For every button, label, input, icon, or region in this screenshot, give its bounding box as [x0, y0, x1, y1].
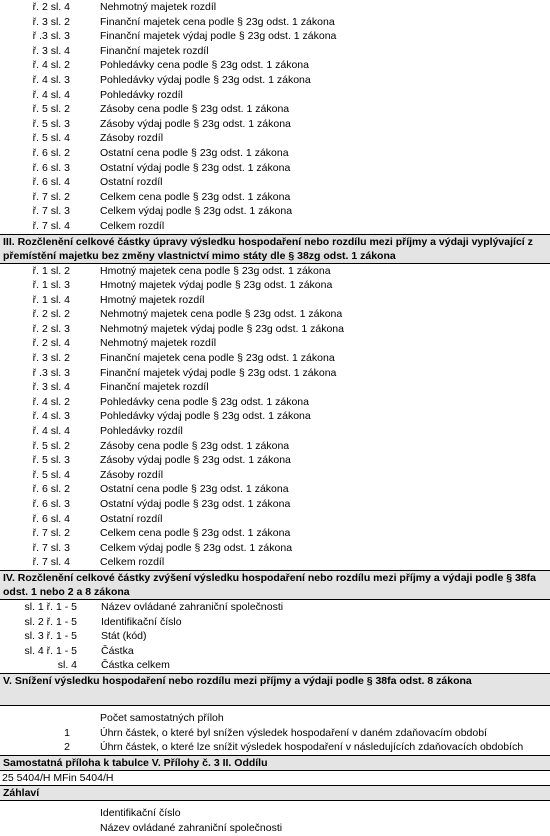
table-row [0, 29, 550, 44]
table-row [0, 15, 550, 30]
table-row [0, 131, 550, 146]
row-code: ř. 4 sl. 3 [32, 73, 70, 86]
attachment-header: Samostatná příloha k tabulce V. Přílohy č. 3 II. Oddílu [0, 755, 550, 771]
table-row [0, 541, 550, 556]
row-code: ř. 5 sl. 3 [32, 454, 70, 467]
table-row [0, 395, 550, 410]
table-row [0, 380, 550, 395]
table-row [0, 468, 550, 483]
row-code: ř .3 sl. 3 [32, 30, 70, 43]
row-code: ř. 5 sl. 2 [32, 103, 70, 116]
row-code: ř. 3 sl. 2 [32, 352, 70, 365]
table-row [0, 600, 550, 615]
row-description: Částka celkem [101, 659, 170, 672]
row-description: Pohledávky cena podle § 23g odst. 1 zákona [100, 59, 309, 72]
row-code: ř. 2 sl. 3 [32, 322, 70, 335]
row-description: Finanční majetek cena podle § 23g odst. 1 zákona [100, 352, 335, 365]
row-description: Ostatní cena podle § 23g odst. 1 zákona [100, 146, 289, 159]
row-code: ř. 6 sl. 4 [32, 512, 70, 525]
row-description: Pohledávky rozdíl [100, 88, 183, 101]
row-code: ř. 7 sl. 3 [32, 205, 70, 218]
row-code: ř. 4 sl. 2 [32, 59, 70, 72]
row-code: ř. 6 sl. 3 [32, 498, 70, 510]
form-code: 25 5404/H MFin 5404/H [2, 771, 114, 784]
table-row [0, 0, 550, 15]
table-row [0, 726, 550, 741]
row-description: Celkem rozdíl [100, 556, 165, 569]
table-row [0, 658, 550, 673]
row-code: ř. 3 sl. 2 [32, 15, 70, 28]
row-code: ř .3 sl. 3 [32, 366, 70, 379]
table-row [0, 453, 550, 468]
section-5-rows [0, 711, 550, 755]
table-row [0, 322, 550, 337]
table-row [0, 293, 550, 308]
table-row [0, 644, 550, 659]
section-2-rows [0, 0, 550, 234]
row-description: Zásoby výdaj podle § 23g odst. 1 zákona [100, 454, 291, 467]
row-description: Zásoby rozdíl [100, 468, 164, 481]
table-row [0, 161, 550, 176]
table-row [0, 409, 550, 424]
row-description: Stát (kód) [101, 630, 147, 643]
table-row [0, 497, 550, 512]
table-row [0, 190, 550, 205]
row-description: Pohledávky cena podle § 23g odst. 1 zákona [100, 395, 309, 408]
row-code: sl. 4 [57, 659, 77, 672]
row-description: Celkem výdaj podle § 23g odst. 1 zákona [100, 541, 293, 554]
table-row [0, 146, 550, 161]
row-code: ř. 2 sl. 4 [32, 1, 70, 13]
row-code: ř. 3 sl. 4 [32, 381, 70, 394]
row-description: Finanční majetek rozdíl [100, 381, 209, 394]
row-code: ř. 7 sl. 4 [32, 556, 70, 569]
row-description: Identifikační číslo [100, 807, 181, 820]
table-row [0, 629, 550, 644]
row-code: ř. 4 sl. 4 [32, 88, 70, 101]
row-description: Finanční majetek výdaj podle § 23g odst. 1 zákona [100, 30, 337, 43]
row-description: Ostatní výdaj podle § 23g odst. 1 zákona [100, 161, 291, 174]
row-description: Zásoby výdaj podle § 23g odst. 1 zákona [100, 117, 291, 130]
row-code: ř. 5 sl. 4 [32, 132, 70, 145]
table-row [0, 711, 550, 726]
row-description: Počet samostatných příloh [100, 711, 224, 724]
row-description: Identifikační číslo [101, 615, 182, 628]
table-row [0, 336, 550, 351]
row-description: Finanční majetek výdaj podle § 23g odst. 1 zákona [100, 366, 337, 379]
row-code: ř. 3 sl. 4 [32, 44, 70, 57]
row-description: Celkem cena podle § 23g odst. 1 zákona [100, 190, 291, 203]
row-description: Nehmotný majetek rozdíl [100, 337, 217, 350]
table-row [0, 278, 550, 293]
row-description: Zásoby cena podle § 23g odst. 1 zákona [100, 103, 290, 116]
row-code: ř. 4 sl. 3 [32, 410, 70, 423]
row-code: ř. 7 sl. 3 [32, 541, 70, 554]
table-row [0, 740, 550, 755]
row-description: Zásoby cena podle § 23g odst. 1 zákona [100, 439, 290, 452]
row-code: ř. 1 sl. 4 [32, 293, 70, 306]
row-code: ř. 4 sl. 4 [32, 425, 70, 438]
table-row [0, 806, 550, 821]
section-4-rows [0, 600, 550, 673]
table-row [0, 351, 550, 366]
row-description: Ostatní výdaj podle § 23g odst. 1 zákona [100, 498, 291, 510]
section-3-header: III. Rozčlenění celkové částky úpravy výsledku hospodaření nebo rozdílu mezi příjmy a výdaji vyplývající z přemístění majetku bez změny vlastnictví mimo státy dle § 38zg odst. 1 zákona [0, 234, 550, 264]
row-description: Nehmotný majetek rozdíl [100, 1, 217, 13]
row-description: Finanční majetek rozdíl [100, 44, 209, 57]
section-4-header: IV. Rozčlenění celkové částky zvýšení výsledku hospodaření nebo rozdílu mezi příjmy a výdaji podle § 38fa odst. 1 nebo 2 a 8 zákona [0, 570, 550, 600]
table-row [0, 366, 550, 381]
table-row [0, 73, 550, 88]
table-row [0, 264, 550, 279]
table-row [0, 424, 550, 439]
row-code: 2 [64, 741, 70, 754]
row-description: Hmotný majetek cena podle § 23g odst. 1 zákona [100, 264, 331, 277]
table-row [0, 555, 550, 570]
table-row [0, 307, 550, 322]
row-code: ř. 6 sl. 2 [32, 146, 70, 159]
row-description: Pohledávky výdaj podle § 23g odst. 1 zákona [100, 73, 311, 86]
row-description: Ostatní cena podle § 23g odst. 1 zákona [100, 483, 289, 496]
table-row [0, 204, 550, 219]
row-description: Celkem rozdíl [100, 219, 165, 232]
row-description: Úhrn částek, o které byl snížen výsledek hospodaření v daném zdaňovacím období [100, 726, 487, 739]
table-row [0, 175, 550, 190]
row-code: ř. 6 sl. 3 [32, 161, 70, 174]
row-code: sl. 1 ř. 1 - 5 [24, 600, 77, 613]
table-row [0, 44, 550, 59]
row-code: ř. 2 sl. 4 [32, 337, 70, 350]
row-description: Částka [101, 644, 134, 657]
section-5-header: V. Snížení výsledku hospodaření nebo rozdílu mezi příjmy a výdaji podle § 38fa odst. 8 zákona [0, 673, 550, 706]
row-description: Celkem cena podle § 23g odst. 1 zákona [100, 527, 291, 540]
row-description: Ostatní rozdíl [100, 176, 163, 189]
table-row [0, 821, 550, 836]
table-row [0, 439, 550, 454]
row-description: Celkem výdaj podle § 23g odst. 1 zákona [100, 205, 293, 218]
row-description: Nehmotný majetek výdaj podle § 23g odst. 1 zákona [100, 322, 344, 335]
table-row [0, 512, 550, 527]
row-code: ř. 5 sl. 2 [32, 439, 70, 452]
row-code: ř. 4 sl. 2 [32, 395, 70, 408]
row-description: Finanční majetek cena podle § 23g odst. 1 zákona [100, 15, 335, 28]
row-description: Nehmotný majetek cena podle § 23g odst. 1 zákona [100, 308, 343, 321]
row-code: sl. 3 ř. 1 - 5 [24, 630, 77, 643]
row-code: ř. 7 sl. 2 [32, 190, 70, 203]
zahlavi-rows [0, 806, 550, 835]
row-code: ř. 6 sl. 4 [32, 176, 70, 189]
table-row [0, 102, 550, 117]
row-code: sl. 4 ř. 1 - 5 [24, 644, 77, 657]
table-row [0, 482, 550, 497]
table-row [0, 58, 550, 73]
row-code: ř. 7 sl. 4 [32, 219, 70, 232]
row-code: 1 [64, 726, 70, 739]
row-code: ř. 6 sl. 2 [32, 483, 70, 496]
row-code: ř. 5 sl. 4 [32, 468, 70, 481]
row-code: ř. 5 sl. 3 [32, 117, 70, 130]
table-row [0, 88, 550, 103]
table-row [0, 117, 550, 132]
table-row [0, 526, 550, 541]
row-code: ř. 1 sl. 3 [32, 279, 70, 292]
row-description: Pohledávky rozdíl [100, 425, 183, 438]
table-row [0, 219, 550, 234]
row-code: ř. 7 sl. 2 [32, 527, 70, 540]
table-row [0, 615, 550, 630]
row-code: ř. 2 sl. 2 [32, 308, 70, 321]
row-description: Název ovládané zahraniční společnosti [100, 821, 283, 834]
row-description: Hmotný majetek výdaj podle § 23g odst. 1 zákona [100, 279, 333, 292]
row-description: Ostatní rozdíl [100, 512, 163, 525]
section-3-rows [0, 264, 550, 570]
zahlavi-header: Záhlaví [0, 785, 550, 801]
row-description: Zásoby rozdíl [100, 132, 164, 145]
row-code: ř. 1 sl. 2 [32, 264, 70, 277]
row-description: Pohledávky výdaj podle § 23g odst. 1 zákona [100, 410, 311, 423]
row-code: sl. 2 ř. 1 - 5 [24, 615, 77, 628]
row-description: Úhrn částek, o které lze snížit výsledek hospodaření v následujících zdaňovacích obdobích [100, 741, 524, 754]
row-description: Hmotný majetek rozdíl [100, 293, 205, 306]
row-description: Název ovládané zahraniční společnosti [101, 600, 284, 613]
